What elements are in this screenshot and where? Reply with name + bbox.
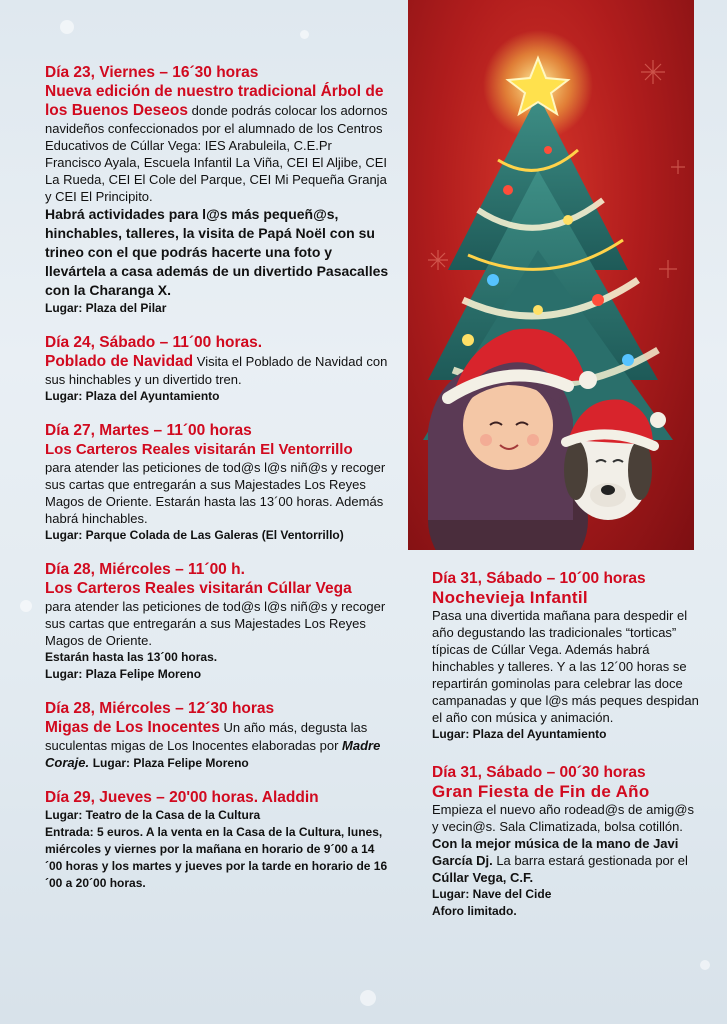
event-description: Un año más, degusta las suculentas migas de Los Inocentes elaboradas por <box>45 720 368 753</box>
event-location: Lugar: Plaza del Ayuntamiento <box>432 727 607 741</box>
event-dia-28-migas <box>45 699 390 772</box>
right-column <box>432 569 700 936</box>
event-entry: Entrada: 5 euros. A la venta en la Casa de la Cultura, lunes, miércoles y viernes por la mañana en horario de 9´00 a 14´00 horas y los martes y jueves por la tarde en horario de 16´00 a 20´00 horas. <box>45 825 388 890</box>
event-description: Empieza el nuevo año rodead@s de amig@s y vecin@s. Sala Climatizada, bolsa cotillón. <box>432 802 694 834</box>
event-heading: Día 31, Sábado – 10´00 horas <box>432 570 646 587</box>
left-column <box>45 63 390 908</box>
event-dia-27 <box>45 421 390 544</box>
event-heading: Día 24, Sábado – 11´00 horas. <box>45 334 263 351</box>
event-description-2: La barra estará gestionada por el <box>496 853 688 868</box>
dog-figure <box>564 400 666 521</box>
bokeh-dot <box>60 20 74 34</box>
event-title: Los Carteros Reales visitarán Cúllar Vega <box>45 580 352 597</box>
event-title: Nueva edición de nuestro tradicional Árbol de los Buenos Deseos <box>45 83 384 119</box>
event-description: para atender las peticiones de tod@s l@s niñ@s y recoger sus cartas que entregarán a sus Majestades Los Reyes Magos de Oriente. <box>45 599 386 648</box>
christmas-tree-illustration <box>408 0 694 550</box>
event-dia-31-fiesta <box>432 763 700 920</box>
event-dia-23 <box>45 63 390 317</box>
event-heading: Día 28, Miércoles – 11´00 h. <box>45 561 245 578</box>
event-location: Lugar: Nave del Cide <box>432 887 552 901</box>
event-organizer: Cúllar Vega, C.F. <box>432 870 534 885</box>
event-title: Poblado de Navidad <box>45 353 194 370</box>
event-note: Aforo limitado. <box>432 904 517 918</box>
event-location: Lugar: Plaza del Ayuntamiento <box>45 389 220 403</box>
event-heading: Día 28, Miércoles – 12´30 horas <box>45 700 275 717</box>
event-organizer: Madre Coraje. <box>45 738 381 770</box>
bokeh-dot <box>20 600 32 612</box>
event-heading: Día 23, Viernes – 16´30 horas <box>45 64 259 81</box>
event-title: Nochevieja Infantil <box>432 588 588 607</box>
event-heading: Día 29, Jueves – 20'00 horas. Aladdin <box>45 789 319 806</box>
event-location: Lugar: Plaza Felipe Moreno <box>92 756 249 770</box>
event-location: Lugar: Plaza del Pilar <box>45 301 167 315</box>
bokeh-dot <box>360 990 376 1006</box>
event-heading: Día 27, Martes – 11´00 horas <box>45 422 252 439</box>
event-description: Visita el Poblado de Navidad con sus hinchables y un divertido tren. <box>45 354 388 387</box>
event-title: Gran Fiesta de Fin de Año <box>432 782 650 801</box>
event-description: para atender las peticiones de tod@s l@s niñ@s y recoger sus cartas que entregarán a sus Majestades Los Reyes Magos de Oriente. Estarán hasta las 13´00 horas. Además habrá hinchables. <box>45 460 386 526</box>
event-heading: Día 31, Sábado – 00´30 horas <box>432 764 646 781</box>
event-music: Con la mejor música de la mano de Javi García Dj. <box>432 836 679 868</box>
event-dia-24 <box>45 333 390 405</box>
event-location: Lugar: Plaza Felipe Moreno <box>45 667 202 681</box>
christmas-illustration <box>408 0 694 550</box>
event-hours: Estarán hasta las 13´00 horas. <box>45 650 218 664</box>
event-dia-28-carteros <box>45 560 390 683</box>
event-location: Lugar: Parque Colada de Las Galeras (El Ventorrillo) <box>45 528 344 542</box>
event-description: Pasa una divertida mañana para despedir el año degustando las tradicionales “torticas” típicas de Cúllar Vega. Además habrá hinchables y talleres. Y a las 12´00 horas se repartirán gominolas para celebrar las doce campanadas y que l@s más peques despidan el año con música y animación. <box>432 608 699 725</box>
event-location: Lugar: Teatro de la Casa de la Cultura <box>45 808 261 822</box>
event-activities: Habrá actividades para l@s más pequeñ@s, hinchables, talleres, la visita de Papá Noël con su trineo con el que podrás hacerte una foto y llevártela a casa además de un divertido Pasacalles con la Charanga X. <box>45 206 389 298</box>
event-dia-29 <box>45 788 390 892</box>
event-title: Migas de Los Inocentes <box>45 719 220 736</box>
event-title: Los Carteros Reales visitarán El Ventorrillo <box>45 441 353 458</box>
event-description: donde podrás colocar los adornos navideños confeccionados por el alumnado de los Centros Educativos de Cúllar Vega: IES Arabuleila, C.E.Pr Francisco Ayala, Escuela Infantil La Viña, CEI El Aljibe, CEI La Rueda, CEI El Cole del Parque, CEI Mi Pequeña Granja y CEI El Principito. <box>45 103 388 204</box>
event-dia-31-nochevieja <box>432 569 700 743</box>
bokeh-dot <box>300 30 309 39</box>
bokeh-dot <box>700 960 710 970</box>
